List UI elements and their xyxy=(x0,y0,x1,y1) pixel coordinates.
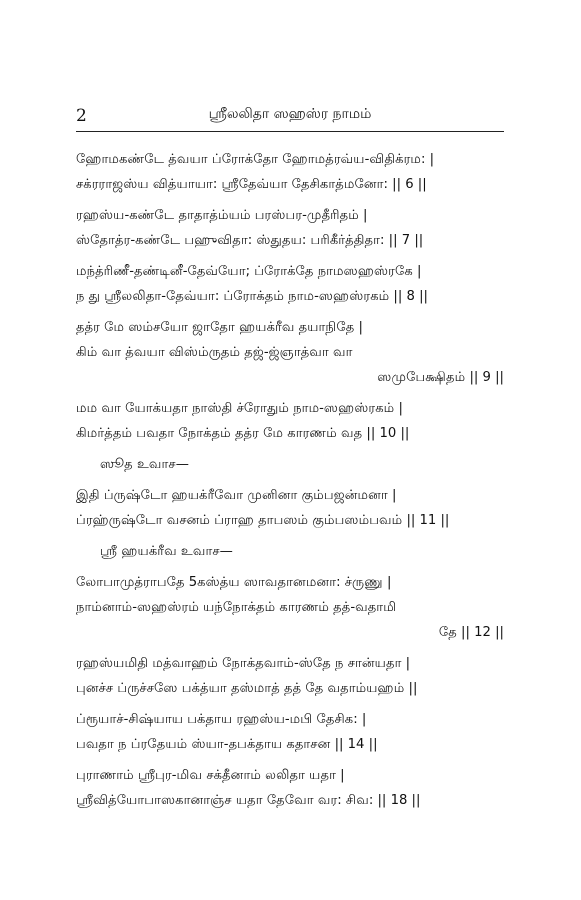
page-header xyxy=(76,104,504,130)
speaker-heading: ஸ்ரீ ஹயக்ரீவ உவாச— xyxy=(100,544,233,559)
verse-line: மந்த்ரிணீ-தண்டினீ-தேவ்யோ; ப்ரோக்தே நாமஸஹஸ்ரகே | xyxy=(76,264,422,279)
verse-stanza xyxy=(76,651,504,701)
verse-line: ரஹஸ்ய-கண்டே தாதாத்ம்யம் பரஸ்பர-முதீரிதம் | xyxy=(76,208,368,223)
verse-line: லோபாமுத்ராபதே 5கஸ்த்ய ஸாவதானமனா: ச்ருணு | xyxy=(76,575,392,590)
verse-stanza xyxy=(76,570,504,645)
verse-line: கிமர்த்தம் பவதா நோக்தம் தத்ர மே காரணம் வத || 10 || xyxy=(76,426,410,441)
page-number: 2 xyxy=(76,106,87,126)
header-rule xyxy=(76,131,504,132)
verse-line: தத்ர மே ஸம்சயோ ஜாதோ ஹயக்ரீவ தயாநிதே | xyxy=(76,320,363,335)
verse-line: கிம் வா த்வயா விஸ்ம்ருதம் தஜ்-ஜ்ஞாத்வா வா xyxy=(76,345,353,360)
verse-line: ஸ்ரீவித்யோபாஸகானாஞ்ச யதா தேவோ வர: சிவ: || 18 || xyxy=(76,793,421,808)
verse-stanza xyxy=(76,147,504,197)
verse-line: சக்ரராஜஸ்ய வித்யாயா: ஸ்ரீதேவ்யா தேசிகாத்மனோ: || 6 || xyxy=(76,177,427,192)
verse-line: பவதா ந ப்ரதேயம் ஸ்யா-தபக்தாய கதாசன || 14 || xyxy=(76,737,378,752)
verse-stanza xyxy=(76,707,504,757)
running-title: ஸ்ரீலலிதா ஸஹஸ்ர நாமம் xyxy=(208,106,372,122)
verse-line: மம வா யோக்யதா நாஸ்தி ச்ரோதும் நாம-ஸஹஸ்ரகம் | xyxy=(76,401,403,416)
verse-stanza xyxy=(76,315,504,390)
verse-body xyxy=(76,147,504,813)
verse-stanza xyxy=(76,483,504,533)
verse-line-continuation: ஸமுபேக்ஷிதம் || 9 || xyxy=(377,370,504,385)
verse-line: ரஹஸ்யமிதி மத்வாஹம் நோக்தவாம்-ஸ்தே ந சான்யதா | xyxy=(76,656,411,671)
verse-line: ப்ரஹ்ருஷ்டோ வசனம் ப்ராஹ தாபஸம் கும்பஸம்பவம் || 11 || xyxy=(76,513,450,528)
verse-stanza xyxy=(76,203,504,253)
speaker-heading: ஸூத உவாச— xyxy=(100,457,189,472)
verse-line: ப்ரூயாச்-சிஷ்யாய பக்தாய ரஹஸ்ய-மபி தேசிக: | xyxy=(76,712,367,727)
verse-line: இதி ப்ருஷ்டோ ஹயக்ரீவோ முனினா கும்பஜன்மனா | xyxy=(76,488,397,503)
verse-line: புராணாம் ஸ்ரீபுர-மிவ சக்தீனாம் லலிதா யதா | xyxy=(76,768,345,783)
verse-line: ஹோமகண்டே த்வயா ப்ரோக்தோ ஹோமத்ரவ்ய-விதிக்ரம: | xyxy=(76,152,435,167)
verse-stanza xyxy=(76,259,504,309)
verse-line: புனச்ச ப்ருச்சஸே பக்த்யா தஸ்மாத் தத் தே வதாம்யஹம் || xyxy=(76,681,418,696)
verse-line: ந து ஸ்ரீலலிதா-தேவ்யா: ப்ரோக்தம் நாம-ஸஹஸ்ரகம் || 8 || xyxy=(76,289,428,304)
verse-line: நாம்னாம்-ஸஹஸ்ரம் யந்நோக்தம் காரணம் தத்-வதாமி xyxy=(76,600,397,615)
verse-line: ஸ்தோத்ர-கண்டே பஹுவிதா: ஸ்துதய: பரிகீர்த்திதா: || 7 || xyxy=(76,233,424,248)
verse-line-continuation: தே || 12 || xyxy=(438,625,504,640)
verse-stanza xyxy=(76,763,504,813)
verse-stanza xyxy=(76,396,504,446)
